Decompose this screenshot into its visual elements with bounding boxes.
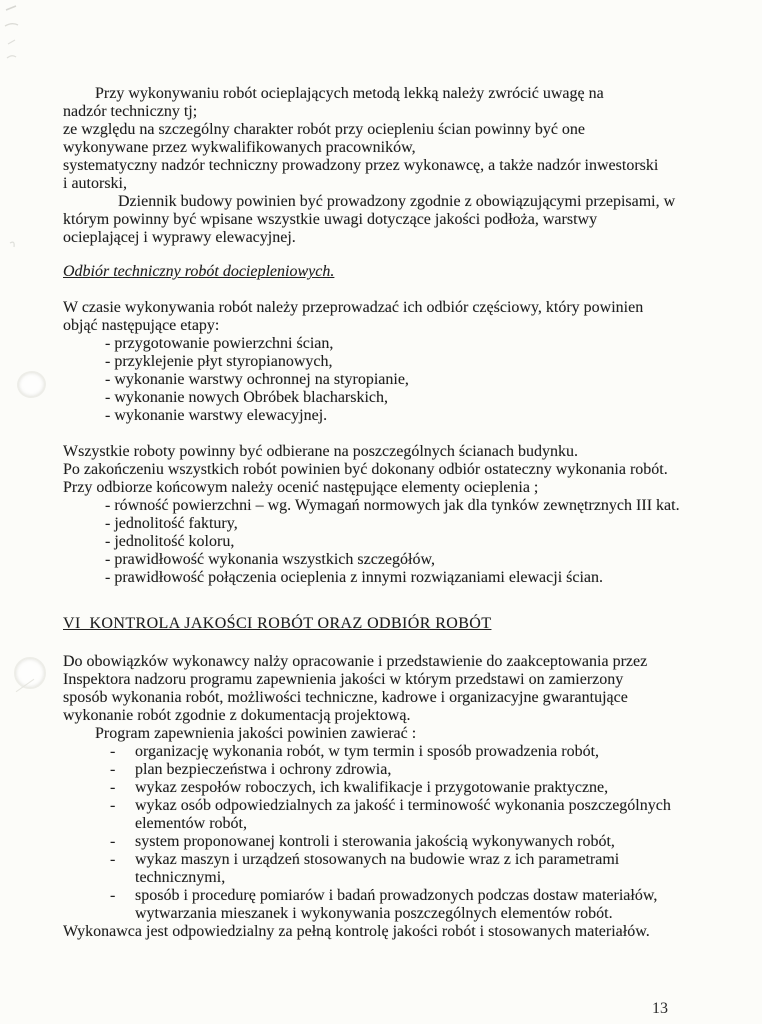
text-line: - wykonanie warstwy ochronnej na styropianie, [105,371,409,388]
text-line: technicznymi, [135,869,226,886]
text-line: - przyklejenie płyt styropianowych, [105,353,333,370]
text-line: elementów robót, [135,815,247,832]
paragraph-nadzor-techniczny [63,85,718,247]
list-dash-marker: - [110,779,116,796]
paragraph-program-zapewnienia-jakosci [63,653,718,941]
text-line: Program zapewnienia jakości powinien zawierać : [95,725,417,742]
text-line: - system proponowanej kontroli i sterowania jakością wykonywanych robót, [110,833,615,850]
list-dash-marker: - [110,797,116,814]
text-line: - wykonanie nowych Obróbek blacharskich, [105,389,389,406]
text-line: - prawidłowość połączenia ocieplenia z innymi rozwiązaniami elewacji ścian. [105,569,604,586]
list-dash-marker: - [110,743,116,760]
text-line: - jednolitość koloru, [105,533,235,550]
document-body [63,85,718,941]
text-line: Dziennik budowy powinien być prowadzony zgodnie z obowiązującymi przepisami, w [118,193,676,210]
text-line: ze względu na szczególny charakter robót przy ociepleniu ścian powinny być one [63,121,586,138]
list-dash-marker: - [110,761,116,778]
text-line: wykonywane przez wykwalifikowanych pracowników, [63,139,416,156]
text-line: którym powinny być wpisane wszystkie uwagi dotyczące jakości podłoża, warstwy [63,211,598,228]
hole-punch-mark [15,369,48,401]
text-line: wykonanie robót zgodnie z dokumentacją projektową. [63,707,411,724]
text-line: systematyczny nadzór techniczny prowadzony przez wykonawcę, a także nadzór inwestorski [63,157,659,174]
paragraph-odbior-czesciowy [63,299,718,425]
page-number: 13 [652,1000,668,1017]
hole-punch-mark [14,657,46,689]
list-dash-marker: - [110,833,116,850]
text-line: - wykaz osób odpowiedzialnych za jakość i terminowość wykonania poszczególnych [110,797,671,814]
list-dash-marker: - [110,887,116,904]
text-line: - przygotowanie powierzchni ścian, [105,335,334,352]
text-line: - wykaz zespołów roboczych, ich kwalifikacje i przygotowanie praktyczne, [110,779,609,796]
text-line: Inspektora nadzoru programu zapewnienia jakości w którym przedstawi on zamierzony [63,671,624,688]
text-line: - plan bezpieczeństwa i ochrony zdrowia, [110,761,392,778]
text-line: - sposób i procedurę pomiarów i badań prowadzonych podczas dostaw materiałów, [110,887,658,904]
text-line: i autorski, [63,175,127,192]
text-line: wytwarzania mieszanek i wykonywania poszczególnych elementów robót. [135,905,613,922]
pencil-mark [0,0,60,270]
text-line: - wykonanie warstwy elewacyjnej. [105,407,328,424]
text-line: Do obowiązków wykonawcy nalży opracowanie i przedstawienie do zaakceptowania przez [63,653,648,670]
text-line: - jednolitość faktury, [105,515,238,532]
text-line: - równość powierzchni – wg. Wymagań normowych jak dla tynków zewnętrznych III kat. [105,497,680,514]
text-line: - wykaz maszyn i urządzeń stosowanych na budowie wraz z ich parametrami [110,851,620,868]
list-dash-marker: - [110,851,116,868]
heading-kontrola-jakosci: VI KONTROLA JAKOŚCI ROBÓT ORAZ ODBIÓR ROBÓT [63,615,492,632]
text-line: Wykonawca jest odpowiedzialny za pełną kontrolę jakości robót i stosowanych materiałów. [63,923,650,940]
text-line: - prawidłowość wykonania wszystkich szczegółów, [105,551,435,568]
text-line: Przy wykonywaniu robót ocieplających metodą lekką należy zwrócić uwagę na [95,85,604,102]
text-line: Po zakończeniu wszystkich robót powinien być dokonany odbiór ostateczny wykonania robót. [63,461,668,478]
text-line: objąć następujące etapy: [63,317,220,334]
text-line: nadzór techniczny tj; [63,103,198,120]
text-line: W czasie wykonywania robót należy przeprowadzać ich odbiór częściowy, który powinien [63,299,644,316]
heading-odbior-techniczny: Odbiór techniczny robót dociepleniowych. [63,263,335,280]
paragraph-odbior-ostateczny [63,443,718,587]
text-line: sposób wykonania robót, możliwości techniczne, kadrowe i organizacyjne gwarantujące [63,689,628,706]
text-line: Wszystkie roboty powinny być odbierane na poszczególnych ścianach budynku. [63,443,578,460]
text-line: ocieplającej i wyprawy elewacyjnej. [63,229,296,246]
text-line: Przy odbiorze końcowym należy ocenić następujące elementy ocieplenia ; [63,479,539,496]
text-line: - organizację wykonania robót, w tym termin i sposób prowadzenia robót, [110,743,600,760]
